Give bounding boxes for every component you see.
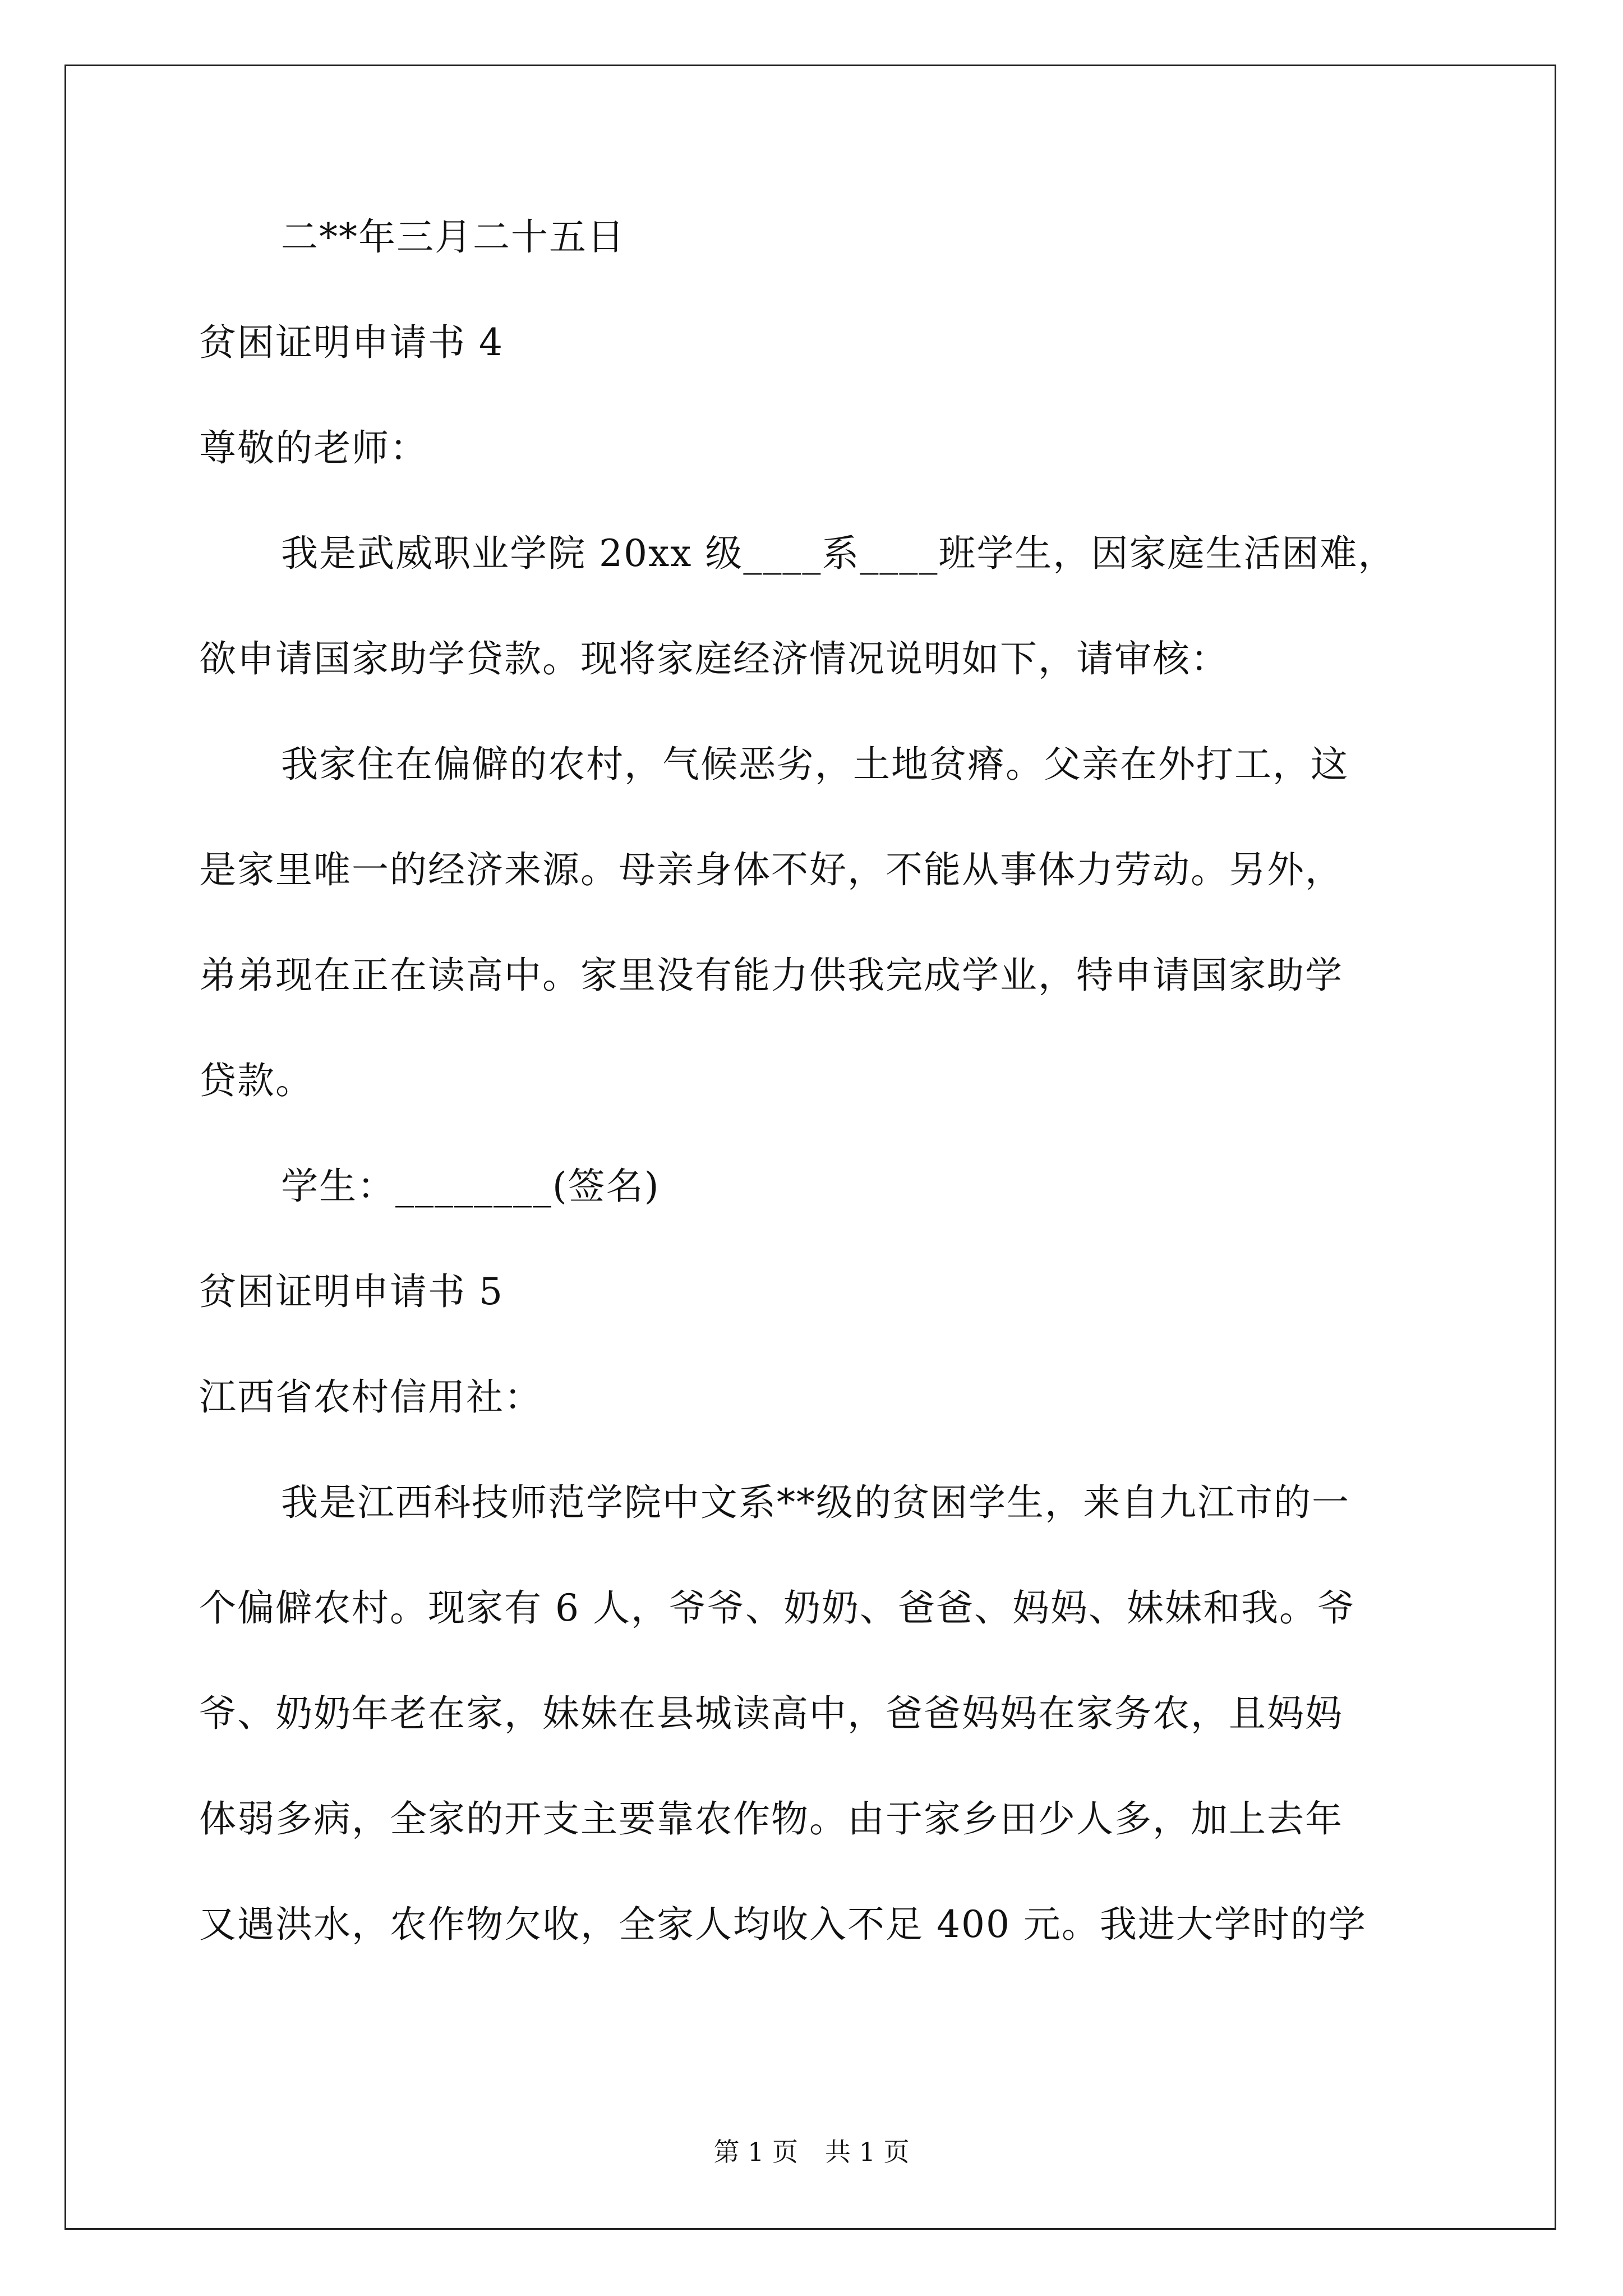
paragraph-line: 是家里唯一的经济来源。母亲身体不好，不能从事体力劳动。另外， [199,848,1343,891]
page-total: 共 1 页 [825,2137,910,2167]
paragraph-line: 体弱多病，全家的开支主要靠农作物。由于家乡田少人多，加上去年 [199,1797,1343,1841]
paragraph-line: 我是武威职业学院 20xx 级____系____班学生，因家庭生活困难， [281,532,1396,575]
page-number: 第 1 页 [713,2137,798,2167]
page-footer [0,2132,1623,2169]
salutation-teacher: 尊敬的老师： [199,426,428,470]
section-title-4: 贫困证明申请书 4 [199,321,504,364]
paragraph-line: 爷、奶奶年老在家，妹妹在县城读高中，爸爸妈妈在家务农，且妈妈 [199,1692,1343,1735]
paragraph-line: 我家住在偏僻的农村，气候恶劣，土地贫瘠。父亲在外打工，这 [281,743,1349,786]
paragraph-line: 弟弟现在正在读高中。家里没有能力供我完成学业，特申请国家助学 [199,954,1343,997]
paragraph-line: 个偏僻农村。现家有 6 人，爷爷、奶奶、爸爸、妈妈、妹妹和我。爷 [199,1586,1355,1630]
paragraph-line: 欲申请国家助学贷款。现将家庭经济情况说明如下，请审核： [199,637,1229,680]
paragraph-line: 我是江西科技师范学院中文系**级的贫困学生，来自九江市的一 [281,1481,1350,1524]
salutation-credit-union: 江西省农村信用社： [199,1375,542,1419]
section-title-5: 贫困证明申请书 5 [199,1270,504,1313]
document-body [199,215,1427,2012]
date-line: 二**年三月二十五日 [281,215,625,259]
paragraph-line: 又遇洪水，农作物欠收，全家人均收入不足 400 元。我进大学时的学 [199,1903,1367,1946]
paragraph-line: 贷款。 [199,1059,313,1102]
signature-line: 学生：________(签名) [281,1165,660,1208]
